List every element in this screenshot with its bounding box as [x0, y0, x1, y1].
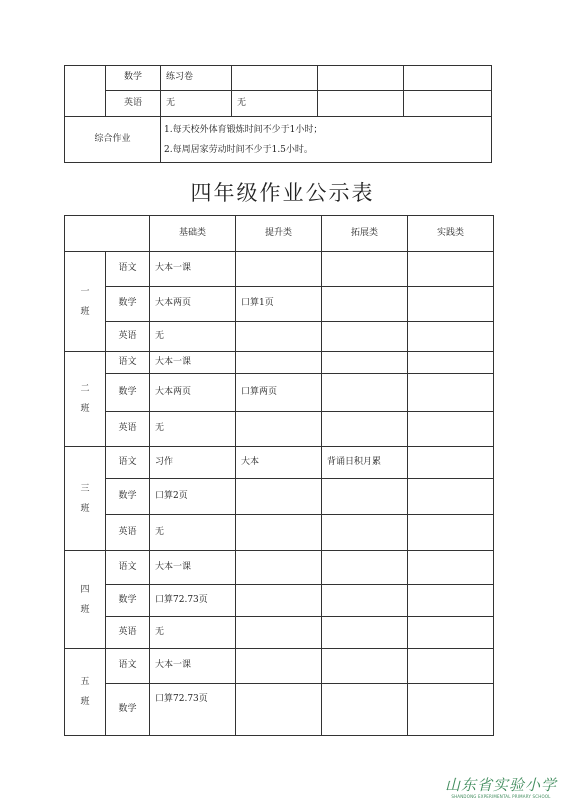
subject-cell: 英语	[106, 412, 150, 447]
class-label-cell	[65, 66, 106, 117]
extended-cell	[322, 287, 408, 322]
extended-cell	[322, 352, 408, 374]
header-advanced: 提升类	[236, 216, 322, 252]
grade4-homework-table	[64, 215, 494, 736]
practice-cell	[408, 287, 494, 322]
table-row	[65, 374, 494, 412]
basic-cell: 无	[150, 322, 236, 352]
practice-cell	[408, 684, 494, 736]
practice-cell	[408, 374, 494, 412]
extended-cell	[318, 66, 404, 91]
class-label-3: 三 班	[65, 447, 106, 551]
extended-cell	[322, 551, 408, 585]
school-name-en: SHANDONG EXPERIMENTAL PRIMARY SCHOOL	[451, 794, 551, 799]
basic-cell: 大本一课	[150, 551, 236, 585]
class-label-1: 一 班	[65, 252, 106, 352]
extended-cell	[318, 91, 404, 117]
table-row	[65, 684, 494, 736]
class-label-5: 五 班	[65, 649, 106, 736]
subject-cell: 英语	[106, 91, 161, 117]
table-row	[65, 252, 494, 287]
school-name-cn: 山东省实验小学	[444, 776, 557, 794]
advanced-cell: 口算1页	[236, 287, 322, 322]
practice-cell	[408, 322, 494, 352]
comprehensive-line-1: 1.每天校外体育锻炼时间不少于1小时；	[164, 124, 323, 135]
header-basic: 基础类	[150, 216, 236, 252]
practice-cell	[404, 66, 492, 91]
subject-cell: 英语	[106, 515, 150, 551]
table-row	[65, 352, 494, 374]
subject-cell: 英语	[106, 617, 150, 649]
subject-cell: 数学	[106, 374, 150, 412]
extended-cell	[322, 479, 408, 515]
table-row	[65, 551, 494, 585]
previous-grade-table	[64, 65, 492, 163]
table-row	[65, 585, 494, 617]
practice-cell	[408, 479, 494, 515]
header-extended: 拓展类	[322, 216, 408, 252]
advanced-cell: 无	[232, 91, 318, 117]
advanced-cell	[236, 649, 322, 684]
extended-cell	[322, 515, 408, 551]
advanced-cell	[236, 585, 322, 617]
table-row	[65, 287, 494, 322]
comprehensive-label: 综合作业	[65, 117, 161, 163]
basic-cell: 大本一课	[150, 352, 236, 374]
basic-cell: 无	[161, 91, 232, 117]
table-row	[65, 649, 494, 684]
practice-cell	[408, 585, 494, 617]
practice-cell	[408, 412, 494, 447]
basic-cell: 无	[150, 515, 236, 551]
header-blank-cell	[65, 216, 150, 252]
advanced-cell	[236, 352, 322, 374]
class-label-4: 四 班	[65, 551, 106, 649]
basic-cell: 大本一课	[150, 649, 236, 684]
practice-cell	[408, 447, 494, 479]
table-row	[65, 447, 494, 479]
table-row	[65, 91, 492, 117]
basic-cell: 大本一课	[150, 252, 236, 287]
subject-cell: 数学	[106, 585, 150, 617]
subject-cell: 语文	[106, 551, 150, 585]
basic-cell: 大本两页	[150, 287, 236, 322]
header-row	[65, 216, 494, 252]
practice-cell	[404, 91, 492, 117]
class-label-2: 二 班	[65, 352, 106, 447]
extended-cell: 背诵日积月累	[322, 447, 408, 479]
basic-cell: 练习卷	[161, 66, 232, 91]
advanced-cell	[236, 515, 322, 551]
practice-cell	[408, 252, 494, 287]
comprehensive-row	[65, 117, 492, 163]
practice-cell	[408, 551, 494, 585]
advanced-cell	[236, 684, 322, 736]
subject-cell: 数学	[106, 287, 150, 322]
subject-cell: 英语	[106, 322, 150, 352]
advanced-cell: 口算两页	[236, 374, 322, 412]
extended-cell	[322, 617, 408, 649]
advanced-cell	[236, 252, 322, 287]
practice-cell	[408, 649, 494, 684]
extended-cell	[322, 412, 408, 447]
subject-cell: 数学	[106, 66, 161, 91]
basic-cell: 口算72.73页	[150, 684, 236, 736]
school-logo	[445, 774, 557, 799]
subject-cell: 数学	[106, 684, 150, 736]
extended-cell	[322, 374, 408, 412]
advanced-cell	[236, 617, 322, 649]
advanced-cell: 大本	[236, 447, 322, 479]
advanced-cell	[236, 479, 322, 515]
table-row	[65, 617, 494, 649]
table-row	[65, 66, 492, 91]
advanced-cell	[236, 322, 322, 352]
practice-cell	[408, 515, 494, 551]
basic-cell: 口算2页	[150, 479, 236, 515]
basic-cell: 口算72.73页	[150, 585, 236, 617]
extended-cell	[322, 252, 408, 287]
practice-cell	[408, 352, 494, 374]
comprehensive-content	[161, 117, 492, 163]
advanced-cell	[236, 551, 322, 585]
page-title: 四年级作业公示表	[190, 181, 375, 205]
subject-cell: 语文	[106, 352, 150, 374]
extended-cell	[322, 585, 408, 617]
table-row	[65, 479, 494, 515]
extended-cell	[322, 684, 408, 736]
subject-cell: 语文	[106, 649, 150, 684]
subject-cell: 语文	[106, 252, 150, 287]
advanced-cell	[236, 412, 322, 447]
table-row	[65, 322, 494, 352]
advanced-cell	[232, 66, 318, 91]
comprehensive-line-2: 2.每周居家劳动时间不少于1.5小时。	[164, 144, 313, 155]
practice-cell	[408, 617, 494, 649]
basic-cell: 无	[150, 617, 236, 649]
basic-cell: 大本两页	[150, 374, 236, 412]
header-practice: 实践类	[408, 216, 494, 252]
subject-cell: 数学	[106, 479, 150, 515]
extended-cell	[322, 649, 408, 684]
basic-cell: 无	[150, 412, 236, 447]
table-row	[65, 412, 494, 447]
extended-cell	[322, 322, 408, 352]
basic-cell: 习作	[150, 447, 236, 479]
table-row	[65, 515, 494, 551]
subject-cell: 语文	[106, 447, 150, 479]
